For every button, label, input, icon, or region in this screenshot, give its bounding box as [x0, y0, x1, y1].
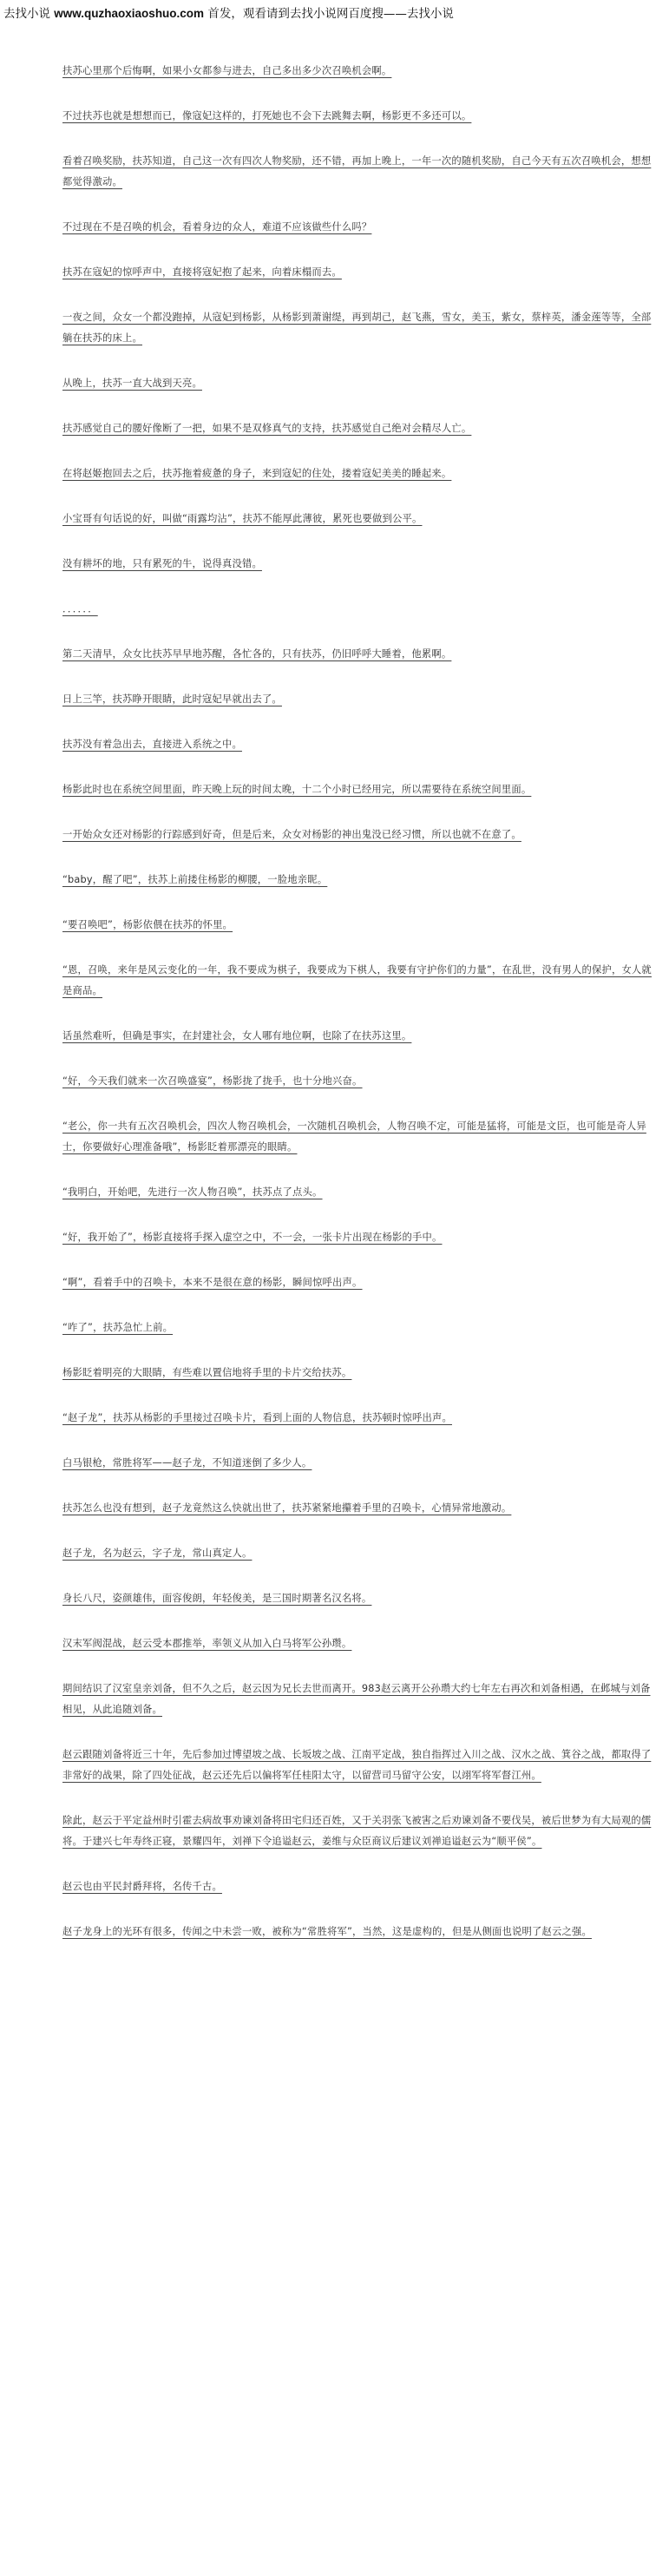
- paragraph-text: “赵子龙”，扶苏从杨影的手里接过召唤卡片，看到上面的人物信息，扶苏顿时惊呼出声。: [62, 1412, 452, 1423]
- paragraph-text: 日上三竿，扶苏睁开眼睛，此时寇妃早就出去了。: [62, 693, 282, 705]
- story-paragraph: [62, 1363, 653, 1383]
- story-paragraph: [62, 689, 653, 710]
- story-paragraph: [62, 61, 653, 82]
- story-paragraph: [62, 825, 653, 845]
- paragraph-text: 不过扶苏也就是想想而已，像寇妃这样的，打死她也不会下去跳舞去啊，杨影更不多还可以。: [62, 110, 472, 122]
- paragraph-text: 一开始众女还对杨影的行踪感到好奇，但是后来，众女对杨影的神出鬼没已经习惯，所以也就不在意了。: [62, 829, 521, 840]
- story-paragraph: [62, 1408, 653, 1429]
- paragraph-text: 看着召唤奖励，扶苏知道，自己这一次有四次人物奖励，还不错，再加上晚上，一年一次的随机奖励，自己今天有五次召唤机会，想想都觉得激动。: [62, 155, 652, 187]
- chapter-body: [62, 61, 653, 1967]
- paragraph-text: 汉末军阀混战，赵云受本郡推举，率领义从加入白马将军公孙瓒。: [62, 1638, 352, 1649]
- paragraph-text: 话虽然难听，但确是事实，在封建社会，女人哪有地位啊，也除了在扶苏这里。: [62, 1030, 412, 1042]
- story-paragraph: [62, 644, 653, 665]
- paragraph-text: 赵云也由平民封爵拜将，名传千古。: [62, 1881, 222, 1892]
- paragraph-text: 扶苏没有着急出去，直接进入系统之中。: [62, 739, 242, 750]
- story-paragraph: [62, 418, 653, 439]
- paragraph-text: “恩，召唤，来年是风云变化的一年，我不要成为棋子，我要成为下棋人，我要有守护你们的力量”，在乱世，没有男人的保护，女人就是商品。: [62, 964, 652, 996]
- story-paragraph: [62, 262, 653, 283]
- paragraph-text: 身长八尺，姿颜雄伟，面容俊朗，年轻俊美，是三国时期著名汉名将。: [62, 1593, 372, 1604]
- story-paragraph: [62, 1679, 653, 1720]
- paragraph-text: 从晚上，扶苏一直大战到天亮。: [62, 378, 202, 389]
- paragraph-text: 扶苏在寇妃的惊呼声中，直接将寇妃抱了起来，向着床榻而去。: [62, 266, 342, 278]
- story-paragraph: [62, 1318, 653, 1338]
- paragraph-text: 扶苏心里那个后悔啊，如果小女都参与进去，自己多出多少次召唤机会啊。: [62, 65, 392, 76]
- paragraph-text: 赵云跟随刘备将近三十年，先后参加过博望坡之战、长坂坡之战、江南平定战，独自指挥过入川之战、汉水之战、箕谷之战，都取得了非常好的战果，除了四处征战，赵云还先后以偏将军任桂阳太守，以留营司马留守公安，以翊军将军督江州。: [62, 1749, 652, 1781]
- story-paragraph: [62, 1071, 653, 1092]
- paragraph-text: 白马银枪，常胜将军——赵子龙，不知道迷倒了多少人。: [62, 1457, 312, 1469]
- paragraph-text: 赵子龙身上的光环有很多，传闻之中未尝一败，被称为“常胜将军”，当然，这是虚构的，但是从侧面也说明了赵云之强。: [62, 1926, 592, 1937]
- story-paragraph: [62, 1543, 653, 1564]
- paragraph-text: “啊”，看着手中的召唤卡，本来不是很在意的杨影，瞬间惊呼出声。: [62, 1277, 363, 1288]
- story-paragraph: [62, 1026, 653, 1047]
- paragraph-text: 扶苏感觉自己的腰好像断了一把，如果不是双修真气的支持，扶苏感觉自己绝对会精尽人亡。: [62, 423, 472, 434]
- paragraph-text: 杨影此时也在系统空间里面，昨天晚上玩的时间太晚，十二个小时已经用完，所以需要待在系统空间里面。: [62, 784, 532, 795]
- story-paragraph: [62, 151, 653, 193]
- story-paragraph: [62, 463, 653, 484]
- site-header-banner: [3, 3, 666, 24]
- paragraph-text: “老公，你一共有五次召唤机会，四次人物召唤机会，一次随机召唤机会，人物召唤不定，可能是猛将，可能是文臣，也可能是奇人异士，你要做好心理准备哦”，杨影眨着那漂亮的眼睛。: [62, 1120, 646, 1153]
- story-paragraph: [62, 1922, 653, 1942]
- paragraph-text: 没有耕坏的地，只有累死的牛，说得真没错。: [62, 558, 262, 569]
- story-paragraph: [62, 1810, 653, 1852]
- story-paragraph: [62, 1745, 653, 1786]
- story-paragraph: [62, 1588, 653, 1609]
- story-paragraph: [62, 779, 653, 800]
- paragraph-text: 一夜之间，众女一个都没跑掉，从寇妃到杨影，从杨影到萧谢缇，再到胡己，赵飞燕，雪女，美玉，紫女，蔡梓英，潘金莲等等，全部躺在扶苏的床上。: [62, 312, 652, 344]
- story-paragraph: [62, 1498, 653, 1519]
- story-paragraph: [62, 106, 653, 127]
- story-paragraph: [62, 509, 653, 529]
- paragraph-text: 小宝哥有句话说的好，叫做“雨露均沾”，扶苏不能厚此薄彼，累死也要做到公平。: [62, 513, 423, 524]
- story-paragraph: [62, 599, 653, 620]
- paragraph-text: “要召唤吧”，杨影依偎在扶苏的怀里。: [62, 919, 233, 930]
- paragraph-text: ．．．．．．: [62, 603, 98, 614]
- paragraph-text: “好，今天我们就来一次召唤盛宴”，杨影拢了拢手，也十分地兴奋。: [62, 1075, 363, 1087]
- paragraph-text: “baby，醒了吧”，扶苏上前搂住杨影的柳腰，一脸地亲昵。: [62, 874, 328, 885]
- header-domain-link[interactable]: www.quzhaoxiaoshuo.com: [54, 7, 205, 20]
- story-paragraph: [62, 1876, 653, 1897]
- story-paragraph: [62, 307, 653, 349]
- story-paragraph: [62, 1272, 653, 1293]
- story-paragraph: [62, 734, 653, 755]
- header-prefix: 去找小说: [3, 7, 50, 21]
- paragraph-text: 第二天清早，众女比扶苏早早地苏醒，各忙各的，只有扶苏，仍旧呼呼大睡着，他累啊。: [62, 648, 452, 660]
- story-paragraph: [62, 217, 653, 238]
- paragraph-text: 不过现在不是召唤的机会，看着身边的众人，难道不应该做些什么吗？: [62, 221, 372, 233]
- paragraph-text: 在将赵姬抱回去之后，扶苏拖着疲惫的身子，来到寇妃的住处，搂着寇妃美美的睡起来。: [62, 468, 452, 479]
- paragraph-text: “我明白，开始吧，先进行一次人物召唤”，扶苏点了点头。: [62, 1186, 323, 1198]
- story-paragraph: [62, 1227, 653, 1248]
- paragraph-text: “好，我开始了”，杨影直接将手探入虚空之中，不一会，一张卡片出现在杨影的手中。: [62, 1232, 443, 1243]
- paragraph-text: 期间结识了汉室皇亲刘备，但不久之后，赵云因为兄长去世而离开。983赵云离开公孙瓒大约七年左右再次和刘备相遇，在邺城与刘备相见，从此追随刘备。: [62, 1683, 651, 1715]
- story-paragraph: [62, 1633, 653, 1654]
- paragraph-text: 扶苏怎么也没有想到，赵子龙竟然这么快就出世了，扶苏紧紧地攥着手里的召唤卡，心情异常地激动。: [62, 1502, 512, 1514]
- story-paragraph: [62, 1116, 653, 1158]
- story-paragraph: [62, 870, 653, 890]
- story-paragraph: [62, 915, 653, 936]
- story-paragraph: [62, 1182, 653, 1203]
- paragraph-text: 赵子龙，名为赵云，字子龙，常山真定人。: [62, 1548, 253, 1559]
- paragraph-text: “咋了”，扶苏急忙上前。: [62, 1322, 174, 1333]
- story-paragraph: [62, 1453, 653, 1474]
- paragraph-text: 除此，赵云于平定益州时引霍去病故事劝谏刘备将田宅归还百姓，又于关羽张飞被害之后劝谏刘备不要伐吴，被后世梦为有大局观的儒将。于建兴七年寿终正寝，景耀四年，刘禅下令追谥赵云，姜维与众臣商议后建议刘禅追谥赵云为“顺平侯”。: [62, 1815, 652, 1847]
- header-suffix: 首发，观看请到去找小说网百度搜——去找小说: [207, 7, 454, 21]
- story-paragraph: [62, 554, 653, 575]
- paragraph-text: 杨影眨着明亮的大眼睛，有些难以置信地将手里的卡片交给扶苏。: [62, 1367, 352, 1378]
- story-paragraph: [62, 373, 653, 394]
- story-paragraph: [62, 960, 653, 1002]
